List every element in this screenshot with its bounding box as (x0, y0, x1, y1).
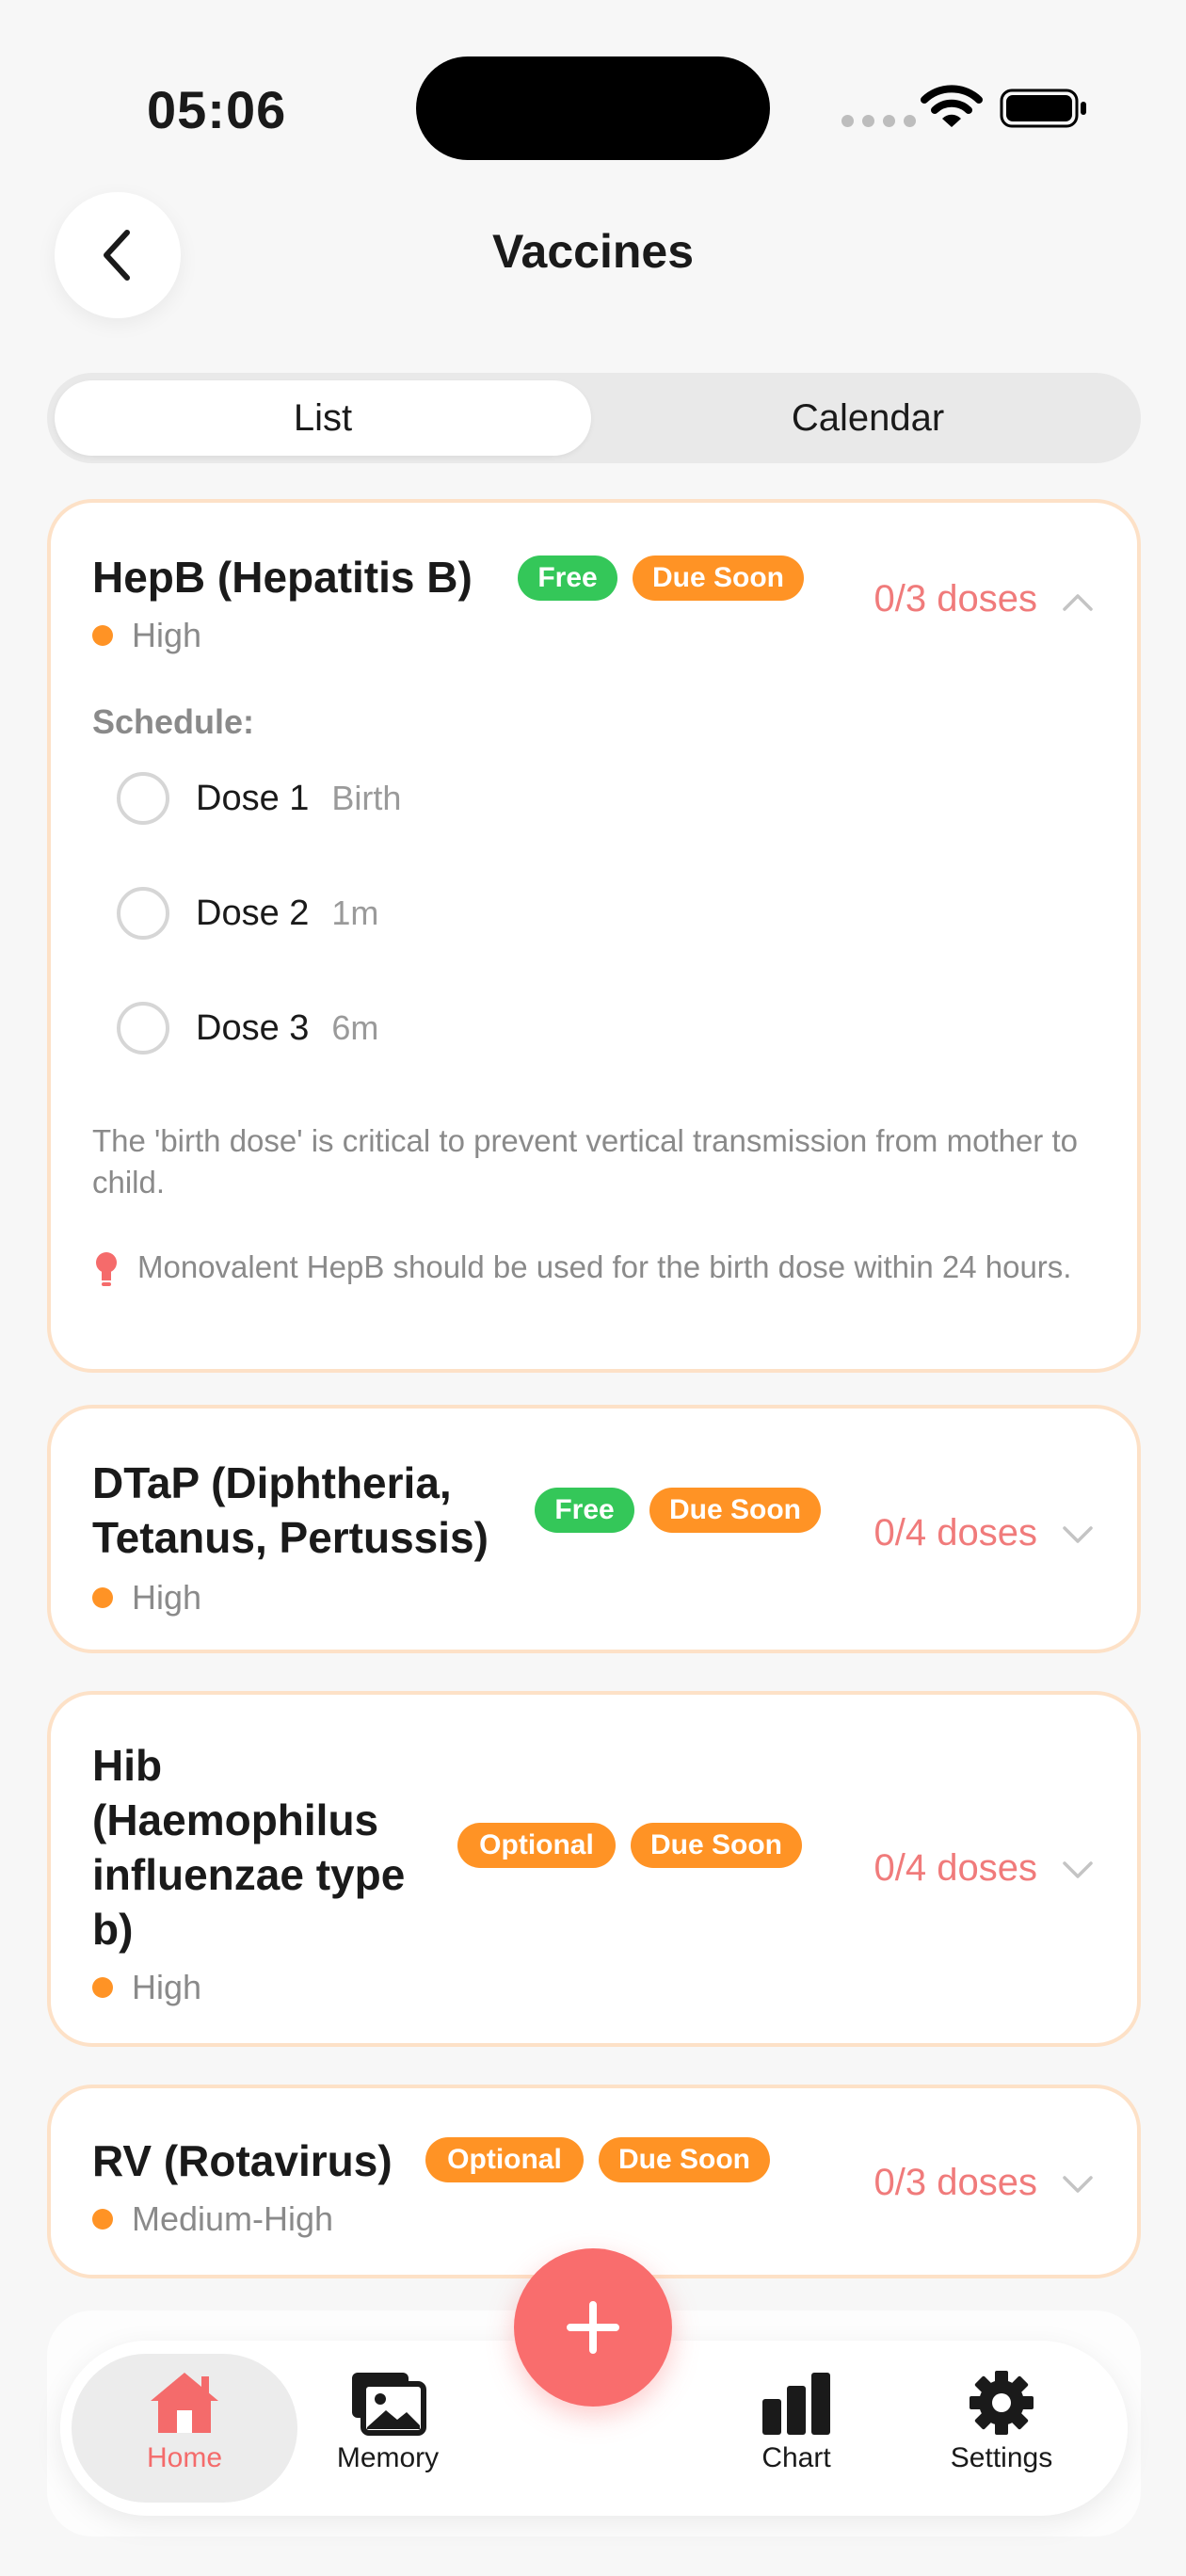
battery-icon (1000, 89, 1088, 128)
vaccine-card-hib[interactable] (47, 1691, 1141, 2047)
nav-label: Chart (761, 2442, 831, 2473)
dynamic-island (416, 56, 770, 160)
priority-label: Medium-High (132, 2199, 334, 2238)
vaccine-note: The 'birth dose' is critical to prevent vertical transmission from mother to child. (92, 1123, 1078, 1199)
dose-checkbox[interactable] (117, 772, 169, 825)
wifi-icon (921, 83, 983, 130)
priority-label: High (132, 1578, 202, 1617)
nav-item-settings[interactable] (907, 2369, 1096, 2474)
dose-count: 0/3 doses (873, 2162, 1037, 2203)
tab-list[interactable]: List (55, 380, 591, 456)
status-time: 05:06 (147, 80, 287, 139)
chevron-up-icon[interactable] (1062, 593, 1094, 612)
vaccine-name: RV (Rotavirus) (92, 2136, 393, 2185)
signal-icon (841, 115, 916, 127)
priority-dot (92, 1587, 113, 1608)
tab-calendar[interactable]: Calendar (791, 396, 945, 439)
chevron-down-icon[interactable] (1062, 1860, 1094, 1879)
dose-row[interactable] (117, 772, 401, 825)
dose-age: 6m (331, 1008, 379, 1047)
dose-count: 0/4 doses (873, 1512, 1037, 1554)
bar-chart-icon (757, 2369, 836, 2437)
priority-dot (92, 2209, 113, 2230)
optional-badge: Optional (457, 1823, 616, 1868)
dose-row[interactable] (117, 887, 378, 940)
view-segmented-control (47, 373, 1141, 463)
schedule-label: Schedule: (92, 702, 255, 741)
dose-name: Dose 2 (196, 893, 310, 933)
lightbulb-icon (92, 1250, 120, 1292)
plus-icon (565, 2299, 621, 2356)
vaccine-name: DTaP (Diphtheria, Tetanus, Pertussis) (92, 1458, 489, 1562)
priority-indicator (92, 616, 201, 655)
priority-indicator (92, 1968, 201, 2007)
dose-count: 0/4 doses (873, 1847, 1037, 1889)
dose-checkbox[interactable] (117, 1002, 169, 1055)
vaccine-tip (92, 1247, 1118, 1292)
nav-item-chart[interactable] (702, 2369, 890, 2474)
dose-checkbox[interactable] (117, 887, 169, 940)
dose-name: Dose 1 (196, 778, 310, 818)
home-icon (145, 2369, 224, 2437)
priority-label: High (132, 1968, 202, 2006)
dose-count: 0/3 doses (873, 578, 1037, 620)
priority-label: High (132, 616, 202, 654)
add-button[interactable] (514, 2248, 672, 2407)
priority-indicator (92, 2199, 333, 2239)
vaccine-name: HepB (Hepatitis B) (92, 553, 473, 602)
vaccine-card-hepb[interactable] (47, 499, 1141, 1373)
gear-icon (962, 2369, 1041, 2437)
due-soon-badge: Due Soon (649, 1488, 821, 1533)
priority-dot (92, 625, 113, 646)
priority-dot (92, 1977, 113, 1998)
nav-label: Home (146, 2442, 223, 2473)
due-soon-badge: Due Soon (633, 555, 804, 601)
due-soon-badge: Due Soon (631, 1823, 802, 1868)
tip-text: Monovalent HepB should be used for the birth dose within 24 hours. (137, 1249, 1072, 1284)
dose-age: 1m (331, 894, 379, 932)
vaccine-card-dtap[interactable] (47, 1405, 1141, 1653)
nav-label: Memory (336, 2442, 440, 2473)
images-icon (348, 2369, 427, 2437)
nav-item-home[interactable] (90, 2369, 279, 2474)
chevron-down-icon[interactable] (1062, 1525, 1094, 1544)
page-title: Vaccines (491, 225, 695, 278)
chevron-down-icon[interactable] (1062, 2175, 1094, 2194)
optional-badge: Optional (425, 2137, 584, 2182)
nav-item-memory[interactable] (294, 2369, 482, 2474)
free-badge: Free (518, 555, 617, 601)
dose-row[interactable] (117, 1002, 378, 1055)
nav-label: Settings (950, 2442, 1053, 2473)
due-soon-badge: Due Soon (599, 2137, 770, 2182)
vaccine-name: Hib (Haemophilus influenzae type b) (92, 1741, 406, 1954)
dose-name: Dose 3 (196, 1007, 310, 1048)
free-badge: Free (535, 1488, 634, 1533)
priority-indicator (92, 1578, 201, 1618)
dose-age: Birth (331, 779, 402, 817)
